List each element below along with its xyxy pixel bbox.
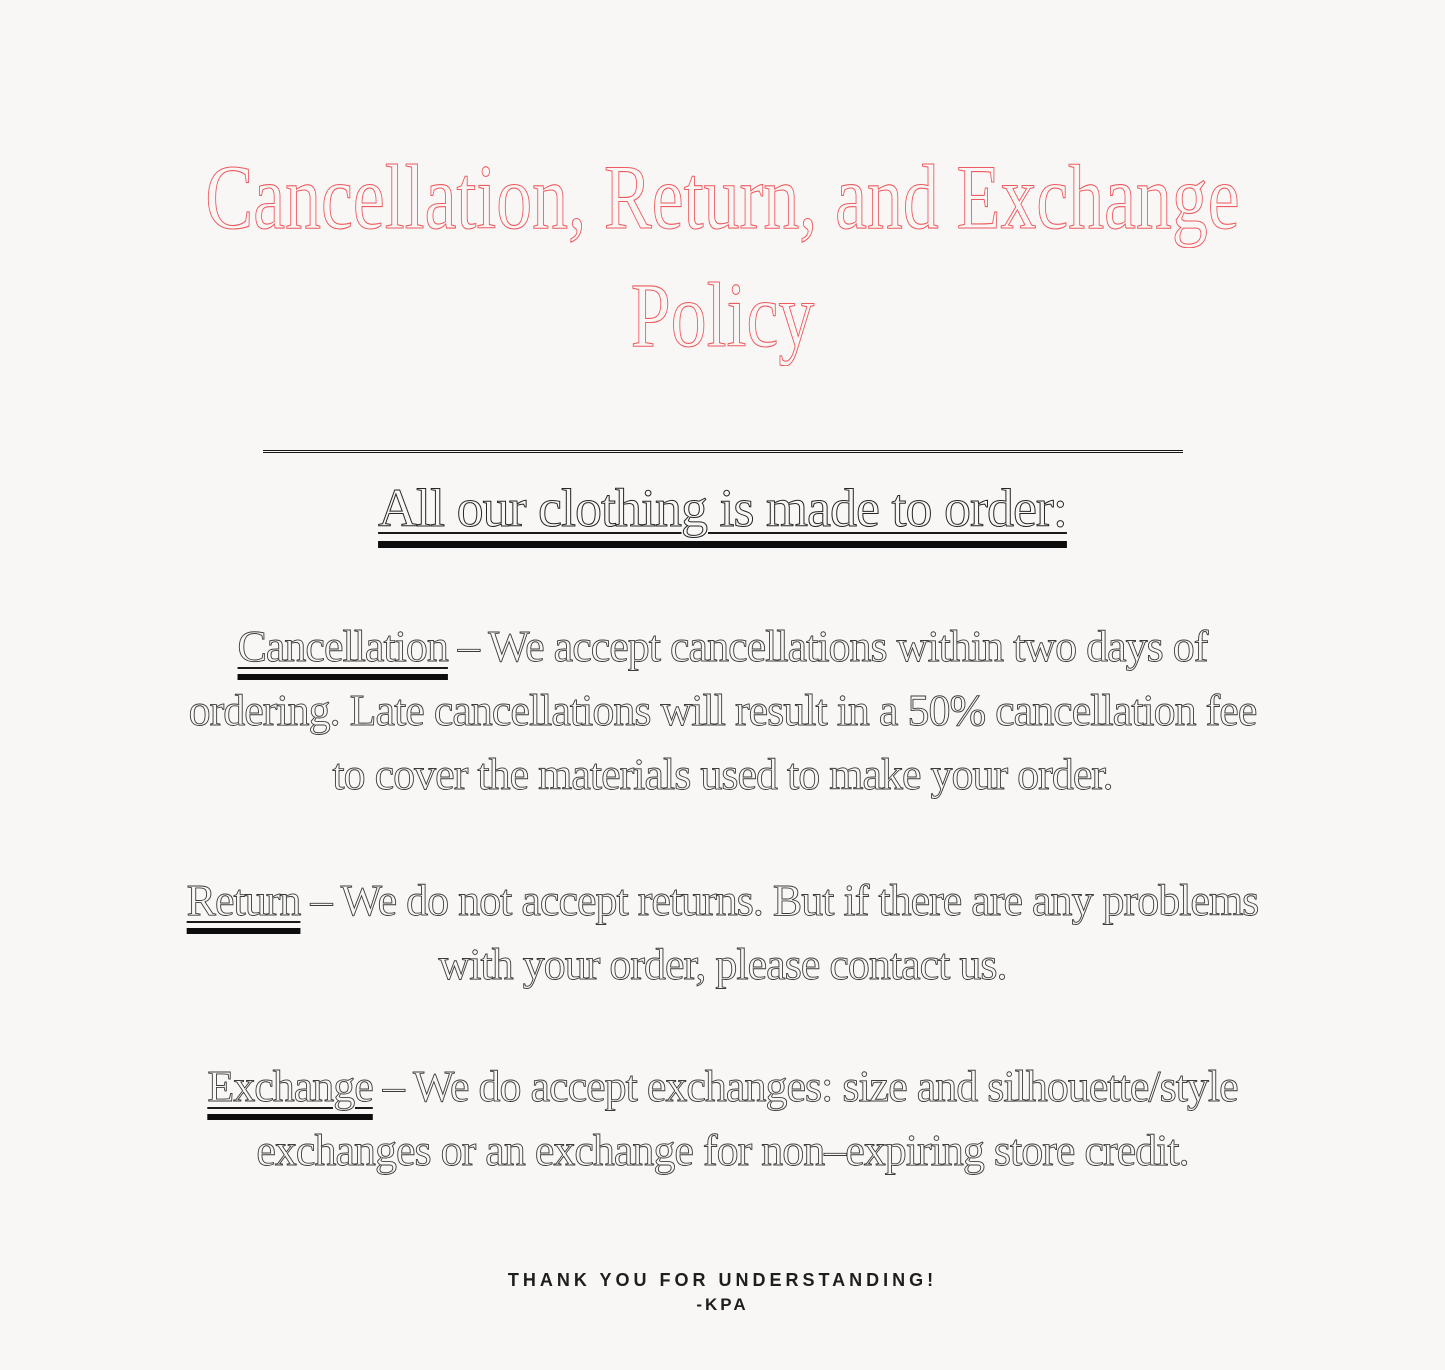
- return-text: – We do not accept returns. But if there are any problems: [300, 875, 1259, 925]
- title-divider-rule: [263, 450, 1183, 453]
- exchange-lead-underline: [207, 1062, 372, 1111]
- page-title-line-1: Cancellation, Return, and Exchange: [205, 146, 1240, 248]
- page-title: [0, 138, 1445, 374]
- policy-cancellation: [0, 615, 1445, 807]
- footer-thanks: THANK YOU FOR UNDERSTANDING!: [507, 1269, 938, 1290]
- policy-cancellation-line-2: ordering. Late cancellations will result in a 50% cancellation fee: [188, 685, 1257, 735]
- exchange-lead: Exchange: [207, 1061, 373, 1111]
- policy-exchange-line-1: [0, 1055, 1445, 1119]
- made-to-order-underline: All our clothing is made to order:: [378, 477, 1067, 538]
- exchange-text: – We do accept exchanges: size and silhouette/style: [372, 1061, 1238, 1111]
- return-lead-underline: [187, 876, 301, 925]
- page-title-line-2: Policy: [630, 264, 815, 366]
- policy-cancellation-line-3: to cover the materials used to make your order.: [332, 749, 1113, 799]
- policy-exchange: [0, 1055, 1445, 1183]
- policy-return-line-2: with your order, please contact us.: [438, 939, 1007, 989]
- footer-signature: -KPA: [696, 1294, 749, 1314]
- policy-exchange-line-2: exchanges or an exchange for non–expiring store credit.: [256, 1125, 1189, 1175]
- return-lead: Return: [186, 875, 301, 925]
- policy-return: [0, 869, 1445, 997]
- made-to-order-heading: [378, 475, 1067, 541]
- policy-cancellation-line-1: [0, 615, 1445, 679]
- policy-return-line-1: [0, 869, 1445, 933]
- cancellation-text: – We accept cancellations within two days of: [447, 621, 1208, 671]
- cancellation-lead-underline: [238, 622, 448, 671]
- footer: [508, 1267, 937, 1317]
- cancellation-lead: Cancellation: [237, 621, 448, 671]
